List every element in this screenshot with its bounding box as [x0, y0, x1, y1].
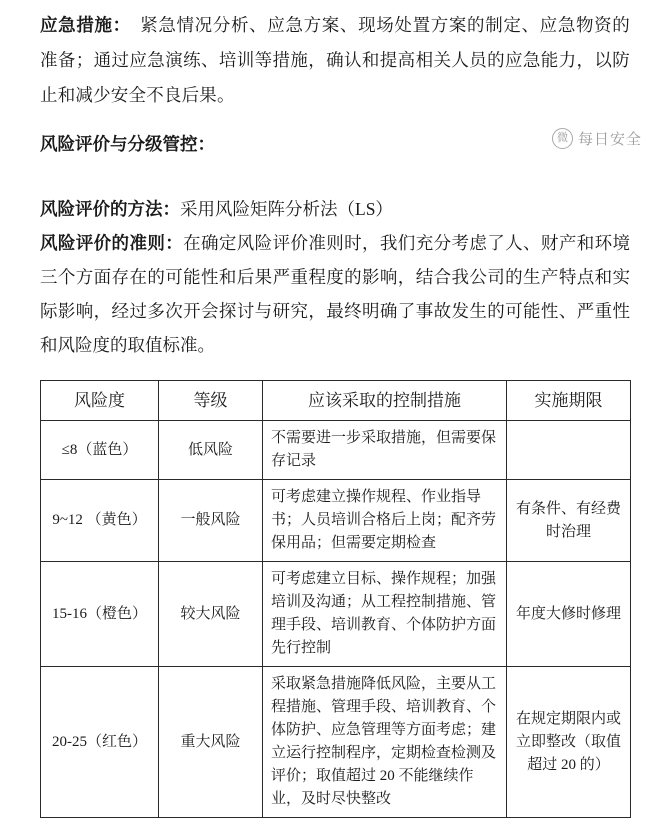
table-header-risk-level: 风险度 [41, 381, 159, 421]
cell-risk-level: ≤8（蓝色） [41, 421, 159, 480]
subsection-criteria-label: 风险评价的准则： [40, 233, 184, 253]
paragraph-label: 应急措施： [40, 15, 123, 35]
cell-measures: 不需要进一步采取措施，但需要保存记录 [263, 421, 507, 480]
paragraph-emergency-measures [40, 8, 630, 113]
cell-measures: 可考虑建立目标、操作规程；加强培训及沟通；从工程控制措施、管理手段、培训教育、个体防护方面先行控制 [263, 562, 507, 667]
table-row [41, 480, 631, 562]
watermark-stamp [552, 128, 642, 149]
table-row [41, 667, 631, 818]
cell-deadline: 年度大修时修理 [507, 562, 631, 667]
cell-measures: 可考虑建立操作规程、作业指导书；人员培训合格后上岗；配齐劳保用品；但需要定期检查 [263, 480, 507, 562]
subsection-method [40, 192, 630, 226]
subsection-method-text: 采用风险矩阵分析法（LS） [180, 199, 393, 219]
risk-criteria-table [40, 380, 631, 818]
watermark-text: 每日安全 [577, 131, 642, 148]
cell-risk-level: 9~12 （黄色） [41, 480, 159, 562]
cell-grade: 较大风险 [159, 562, 263, 667]
table-row [41, 421, 631, 480]
cell-grade: 一般风险 [159, 480, 263, 562]
table-header-deadline: 实施期限 [507, 381, 631, 421]
table-header-row [41, 381, 631, 421]
wechat-circle-icon: 微 [552, 128, 573, 149]
spacer [40, 162, 630, 192]
table-header-grade: 等级 [159, 381, 263, 421]
cell-deadline: 有条件、有经费时治理 [507, 480, 631, 562]
cell-deadline [507, 421, 631, 480]
subsection-criteria-text: 在确定风险评价准则时，我们充分考虑了人、财产和环境三个方面存在的可能性和后果严重程度的影响，结合我公司的生产特点和实际影响，经过多次开会探讨与研究，最终明确了事故发生的可能性、严重性和风险度的取值标准。 [40, 233, 630, 355]
cell-measures: 采取紧急措施降低风险，主要从工程措施、管理手段、培训教育、个体防护、应急管理等方面考虑；建立运行控制程序，定期检查检测及评价；取值超过 20 不能继续作业，及时尽快整改 [263, 667, 507, 818]
paragraph-text: 紧急情况分析、应急方案、现场处置方案的制定、应急物资的准备；通过应急演练、培训等措施，确认和提高相关人员的应急能力，以防止和减少安全不良后果。 [40, 15, 630, 105]
table-header-measures: 应该采取的控制措施 [263, 381, 507, 421]
cell-grade: 重大风险 [159, 667, 263, 818]
cell-grade: 低风险 [159, 421, 263, 480]
table-row [41, 562, 631, 667]
section-heading-risk-evaluation: 风险评价与分级管控： [40, 134, 215, 154]
cell-risk-level: 15-16（橙色） [41, 562, 159, 667]
cell-deadline: 在规定期限内或立即整改（取值超过 20 的） [507, 667, 631, 818]
subsection-method-label: 风险评价的方法： [40, 199, 180, 219]
cell-risk-level: 20-25（红色） [41, 667, 159, 818]
subsection-criteria [40, 226, 630, 362]
